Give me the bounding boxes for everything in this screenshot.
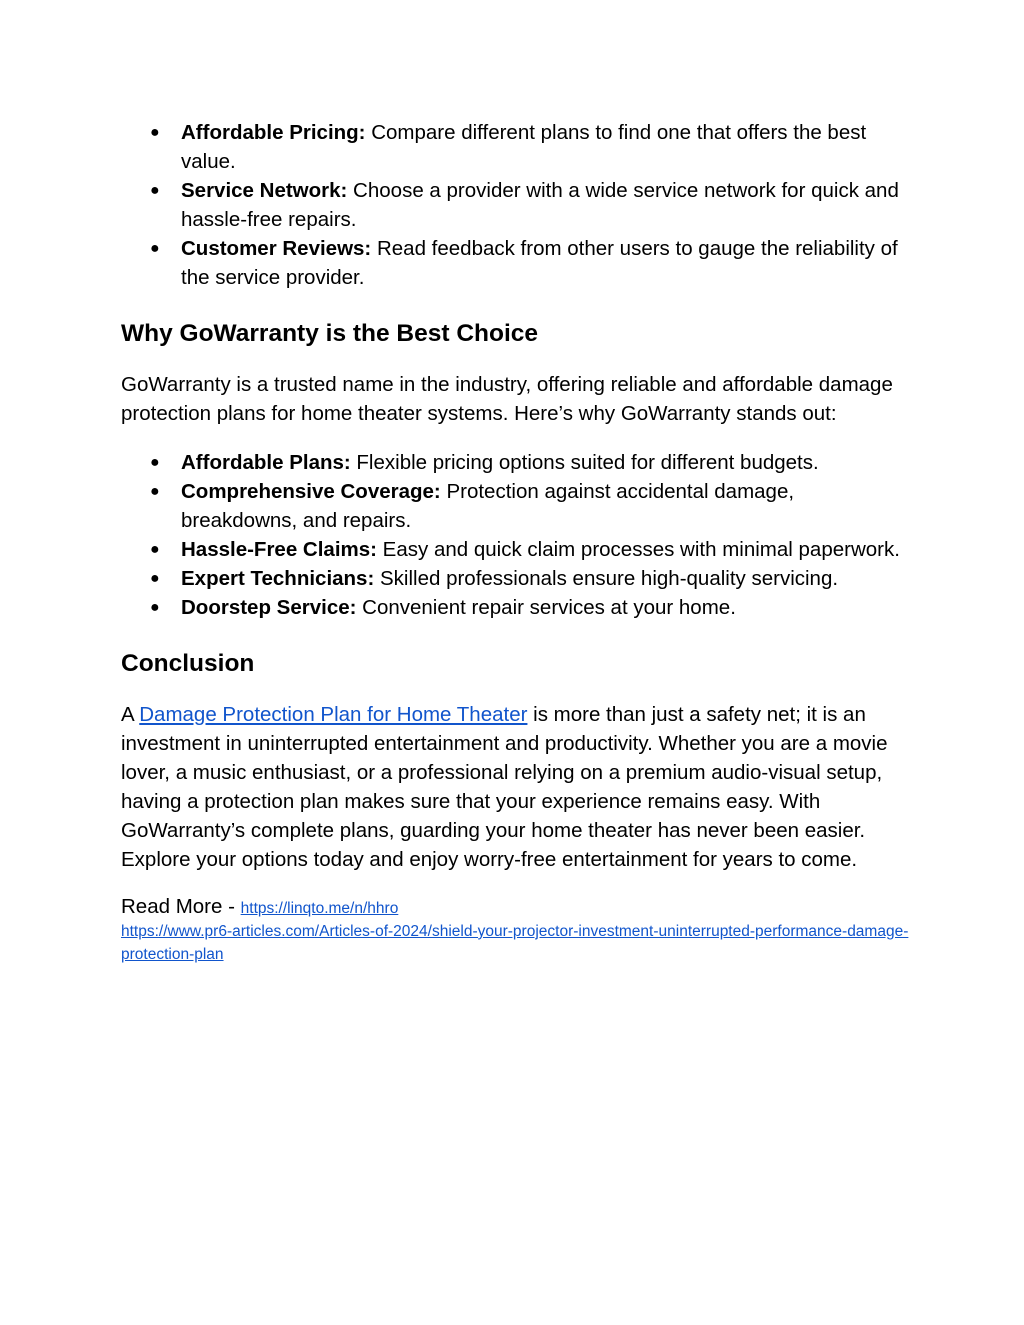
list-item xyxy=(121,564,911,593)
list-item xyxy=(121,448,911,477)
bullet-icon: ● xyxy=(150,570,160,587)
list-item-desc: Read feedback from other users to gauge the reliability of the service provider. xyxy=(181,237,898,289)
read-more-section xyxy=(121,894,911,966)
list-item-desc: Protection against accidental damage, breakdowns, and repairs. xyxy=(181,480,795,532)
list-item xyxy=(121,535,911,564)
bullet-icon: ● xyxy=(150,541,160,558)
list-item-term: Expert Technicians: xyxy=(181,567,375,590)
short-url-link[interactable]: https://linqto.me/n/hhro xyxy=(240,900,399,917)
list-item xyxy=(121,234,911,292)
bullet-icon: ● xyxy=(150,454,160,471)
conclusion-body: is more than just a safety net; it is an investment in uninterrupted entertainment and productivity. Whether you are a movie lover, a music enthusiast, or a professional relying on a premium audio-visual setup, having a protection plan makes sure that your experience remains easy. With GoWarranty’s complete plans, guarding your home theater has never been easier. Explore your options today and enjoy worry-free entertainment for years to come. xyxy=(121,703,888,871)
list-item xyxy=(121,593,911,622)
list-item-term: Comprehensive Coverage: xyxy=(181,480,441,503)
list-item-term: Customer Reviews: xyxy=(181,237,372,260)
list-item xyxy=(121,176,911,234)
list-item-term: Doorstep Service: xyxy=(181,596,357,619)
list-item-desc: Easy and quick claim processes with minimal paperwork. xyxy=(376,538,900,561)
list-item-term: Affordable Pricing: xyxy=(181,121,366,144)
section-intro-paragraph: GoWarranty is a trusted name in the industry, offering reliable and affordable damage protection plans for home theater systems. Here’s why GoWarranty stands out: xyxy=(121,373,893,425)
list-item-desc: Skilled professionals ensure high-quality servicing. xyxy=(374,567,839,590)
conclusion-paragraph xyxy=(121,700,911,874)
list-item-desc: Convenient repair services at your home. xyxy=(356,596,736,619)
article-url-link[interactable]: https://www.pr6-articles.com/Articles-of-2024/shield-your-projector-investment-uninterrupted-performance-damage-protection-plan xyxy=(121,923,909,963)
section-heading-conclusion: Conclusion xyxy=(121,650,255,677)
list-item-desc: Choose a provider with a wide service network for quick and hassle-free repairs. xyxy=(181,179,899,231)
article-url-block xyxy=(121,920,911,966)
list-item-term: Service Network: xyxy=(181,179,348,202)
list-item xyxy=(121,118,911,176)
benefits-list xyxy=(121,448,911,622)
list-item-desc: Flexible pricing options suited for different budgets. xyxy=(350,451,819,474)
list-item-desc: Compare different plans to find one that offers the best value. xyxy=(181,121,867,173)
list-item xyxy=(121,477,911,535)
read-more-line xyxy=(121,894,911,920)
section-heading-why: Why GoWarranty is the Best Choice xyxy=(121,320,539,347)
bullet-icon: ● xyxy=(150,483,160,500)
list-item-term: Affordable Plans: xyxy=(181,451,351,474)
damage-protection-plan-link[interactable]: Damage Protection Plan for Home Theater xyxy=(139,703,528,726)
read-more-label: Read More - xyxy=(121,895,241,918)
list-item-term: Hassle-Free Claims: xyxy=(181,538,377,561)
bullet-icon: ● xyxy=(150,182,160,199)
bullet-icon: ● xyxy=(150,599,160,616)
conclusion-prefix: A xyxy=(121,703,140,726)
provider-criteria-list xyxy=(121,118,911,292)
bullet-icon: ● xyxy=(150,240,160,257)
bullet-icon: ● xyxy=(150,124,160,141)
document-page xyxy=(121,118,911,966)
